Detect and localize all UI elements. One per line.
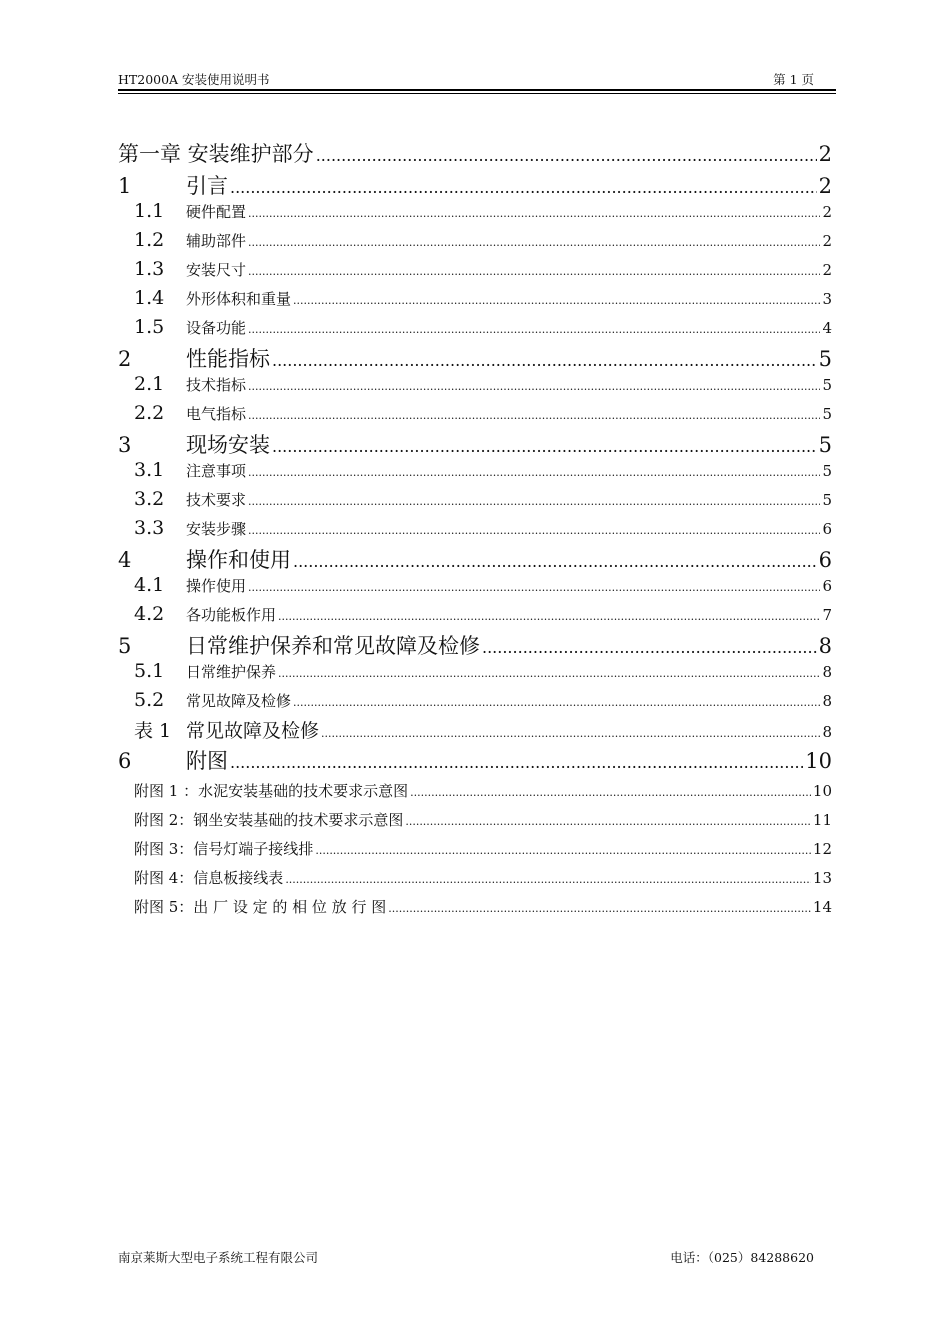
toc-number: 表 1: [134, 720, 172, 742]
toc-leader: [248, 236, 820, 249]
toc-title: 日常维护保养: [186, 663, 277, 681]
toc-title: 安装尺寸: [186, 261, 247, 279]
toc-leader: [278, 667, 820, 680]
toc-entry-1-3[interactable]: [118, 258, 832, 280]
toc-number: 2: [118, 347, 132, 371]
toc-number: 4.1: [134, 574, 165, 596]
document-title: HT2000A 安装使用说明书: [118, 72, 270, 87]
toc-entry-1-1[interactable]: [118, 200, 832, 222]
phone-number: 电话：（025）84288620: [670, 1250, 814, 1265]
toc-title: 附图: [186, 749, 228, 773]
toc-number: 5.1: [134, 660, 165, 682]
toc-page: 8: [822, 663, 832, 681]
toc-leader: [230, 753, 803, 772]
toc-number: 3.3: [134, 517, 165, 539]
toc-leader: [482, 638, 817, 657]
toc-leader: [293, 552, 817, 571]
toc-title: 操作和使用: [186, 548, 291, 572]
toc-page: 14: [812, 898, 832, 916]
toc-leader: [230, 178, 817, 197]
toc-entry-2-2[interactable]: [118, 402, 832, 424]
toc-entry-1-5[interactable]: [118, 316, 832, 338]
toc-title: 电气指标: [186, 405, 247, 423]
toc-leader: [248, 323, 820, 336]
header-rule-thin: [118, 93, 836, 94]
toc-title: 设备功能: [186, 319, 247, 337]
toc-page: 2: [822, 203, 832, 221]
toc-title: 引言: [186, 174, 228, 198]
toc-entry-1-4[interactable]: [118, 287, 832, 309]
page-number: 第 1 页: [773, 72, 814, 87]
toc-entry-1-2[interactable]: [118, 229, 832, 251]
toc-title: 附图 4：信息板接线表: [134, 869, 284, 887]
toc-page: 3: [822, 290, 832, 308]
toc-leader: [278, 610, 820, 623]
toc-page: 7: [822, 606, 832, 624]
toc-leader: [315, 844, 811, 857]
toc-entry-4[interactable]: [118, 544, 832, 574]
toc-leader: [410, 786, 811, 799]
toc-leader: [285, 873, 811, 886]
toc-number: 1: [118, 174, 132, 198]
toc-entry-4-2[interactable]: [118, 603, 832, 625]
toc-leader: [405, 815, 811, 828]
toc-number: 1.1: [134, 200, 165, 222]
toc-title: 常见故障及检修: [186, 692, 292, 710]
toc-leader: [248, 207, 820, 220]
page-header: [118, 70, 836, 90]
toc-page: 8: [818, 634, 832, 658]
toc-figure-1[interactable]: [118, 780, 832, 801]
toc-page: 2: [822, 261, 832, 279]
toc-number: 3.2: [134, 488, 165, 510]
toc-page: 6: [822, 520, 832, 538]
toc-leader: [272, 437, 817, 456]
toc-entry-5-1[interactable]: [118, 660, 832, 682]
toc-title: 注意事项: [186, 462, 247, 480]
toc-page: 13: [812, 869, 832, 887]
toc-leader: [248, 409, 820, 422]
toc-number: 4: [118, 548, 132, 572]
toc-title: 辅助部件: [186, 232, 247, 250]
toc-page: 12: [812, 840, 832, 858]
toc-number: 2.1: [134, 373, 165, 395]
toc-title: 硬件配置: [186, 203, 247, 221]
toc-page: 8: [822, 692, 832, 710]
toc-leader: [248, 380, 820, 393]
toc-entry-4-1[interactable]: [118, 574, 832, 596]
toc-page: 6: [818, 548, 832, 572]
toc-number: 3.1: [134, 459, 165, 481]
toc-leader: [388, 902, 811, 915]
toc-figure-5[interactable]: [118, 896, 832, 917]
toc-leader: [248, 524, 820, 537]
toc-page: 2: [818, 142, 832, 166]
toc-title: 外形体积和重量: [186, 290, 292, 308]
toc-entry-3-3[interactable]: [118, 517, 832, 539]
toc-number: 1.5: [134, 316, 165, 338]
toc-title: 技术要求: [186, 491, 247, 509]
toc-leader: [248, 265, 820, 278]
toc-figure-3[interactable]: [118, 838, 832, 859]
toc-leader: [248, 466, 820, 479]
toc-title: 第一章 安装维护部分: [118, 142, 314, 166]
toc-number: 1.4: [134, 287, 165, 309]
toc-leader: [316, 146, 817, 165]
toc-leader: [248, 495, 820, 508]
toc-entry-2[interactable]: [118, 343, 832, 373]
toc-page: 10: [805, 749, 832, 773]
toc-number: 4.2: [134, 603, 165, 625]
toc-leader: [272, 351, 817, 370]
toc-chapter[interactable]: [118, 138, 832, 168]
toc-title: 各功能板作用: [186, 606, 277, 624]
toc-page: 4: [822, 319, 832, 337]
toc-number: 1.2: [134, 229, 165, 251]
toc-title: 附图 1 ：水泥安装基础的技术要求示意图: [134, 782, 409, 800]
toc-page: 5: [822, 405, 832, 423]
toc-page: 5: [818, 347, 832, 371]
toc-number: 5: [118, 634, 132, 658]
toc-entry-3[interactable]: [118, 429, 832, 459]
toc-leader: [248, 581, 820, 594]
toc-title: 现场安装: [186, 433, 270, 457]
toc-entry-6[interactable]: [118, 745, 832, 775]
toc-leader: [293, 294, 820, 307]
toc-title: 日常维护保养和常见故障及检修: [186, 634, 480, 658]
toc-entry-5-2[interactable]: [118, 689, 832, 711]
toc-title: 附图 3：信号灯端子接线排: [134, 840, 314, 858]
toc-entry-table-1[interactable]: [118, 716, 832, 743]
toc-number: 5.2: [134, 689, 165, 711]
toc-title: 性能指标: [186, 347, 270, 371]
toc-title: 常见故障及检修: [186, 720, 320, 742]
toc-entry-3-1[interactable]: [118, 459, 832, 481]
toc-number: 1.3: [134, 258, 165, 280]
toc-entry-3-2[interactable]: [118, 488, 832, 510]
toc-page: 5: [822, 491, 832, 509]
toc-title: 操作使用: [186, 577, 247, 595]
header-rule-thick: [118, 89, 836, 91]
toc-entry-2-1[interactable]: [118, 373, 832, 395]
toc-page: 5: [822, 462, 832, 480]
toc-page: 6: [822, 577, 832, 595]
toc-entry-5[interactable]: [118, 630, 832, 660]
toc-page: 2: [822, 232, 832, 250]
toc-title: 附图 5：出 厂 设 定 的 相 位 放 行 图: [134, 898, 387, 916]
toc-title: 安装步骤: [186, 520, 247, 538]
toc-entry-1[interactable]: [118, 170, 832, 200]
company-name: 南京莱斯大型电子系统工程有限公司: [118, 1250, 319, 1265]
toc-number: 2.2: [134, 402, 165, 424]
toc-number: 3: [118, 433, 132, 457]
toc-page: 5: [822, 376, 832, 394]
toc-page: 2: [818, 174, 832, 198]
toc-page: 5: [818, 433, 832, 457]
toc-page: 8: [822, 723, 832, 741]
toc-title: 技术指标: [186, 376, 247, 394]
toc-page: 11: [812, 811, 832, 829]
toc-leader: [321, 727, 820, 740]
toc-title: 附图 2：钢坐安装基础的技术要求示意图: [134, 811, 404, 829]
toc-figure-4[interactable]: [118, 867, 832, 888]
toc-leader: [293, 696, 820, 709]
toc-number: 6: [118, 749, 132, 773]
toc-page: 10: [812, 782, 832, 800]
toc-figure-2[interactable]: [118, 809, 832, 830]
